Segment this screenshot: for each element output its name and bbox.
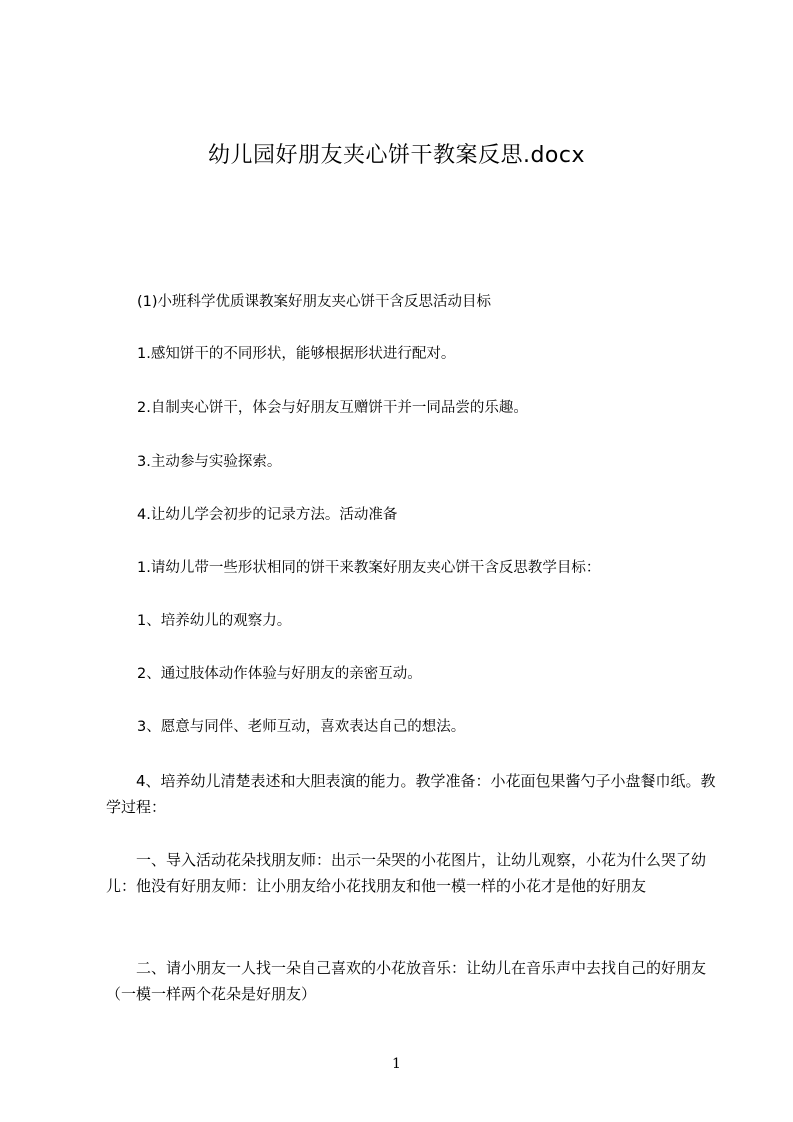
paragraph: 4、培养幼儿清楚表述和大胆表演的能力。教学准备：小花面包果酱勺子小盘餐巾纸。教学过程： [106, 772, 716, 816]
document-title: 幼儿园好朋友夹心饼干教案反思.docx [207, 143, 586, 168]
paragraph: 3.主动参与实验探索。 [137, 454, 282, 470]
paragraph: 一、导入活动花朵找朋友师：出示一朵哭的小花图片，让幼儿观察，小花为什么哭了幼儿：他没有好朋友师：让小朋友给小花找朋友和他一模一样的小花才是他的好朋友 [106, 851, 707, 895]
paragraph: (1)小班科学优质课教案好朋友夹心饼干含反思活动目标 [137, 294, 492, 310]
paragraph: 4.让幼儿学会初步的记录方法。活动准备 [137, 507, 398, 523]
paragraph: 二、请小朋友一人找一朵自己喜欢的小花放音乐：让幼儿在音乐声中去找自己的好朋友（一模一样两个花朵是好朋友） [106, 959, 707, 1003]
paragraph: 2.自制夹心饼干，体会与好朋友互赠饼干并一同品尝的乐趣。 [137, 400, 528, 416]
paragraph: 2、通过肢体动作体验与好朋友的亲密互动。 [137, 666, 422, 682]
paragraph: 3、愿意与同伴、老师互动，喜欢表达自己的想法。 [137, 719, 466, 735]
page-number: 1 [392, 1056, 401, 1072]
paragraph: 1.感知饼干的不同形状，能够根据形状进行配对。 [137, 346, 456, 362]
paragraph: 1、培养幼儿的观察力。 [137, 613, 292, 629]
paragraph: 1.请幼儿带一些形状相同的饼干来教案好朋友夹心饼干含反思教学目标： [137, 560, 601, 576]
